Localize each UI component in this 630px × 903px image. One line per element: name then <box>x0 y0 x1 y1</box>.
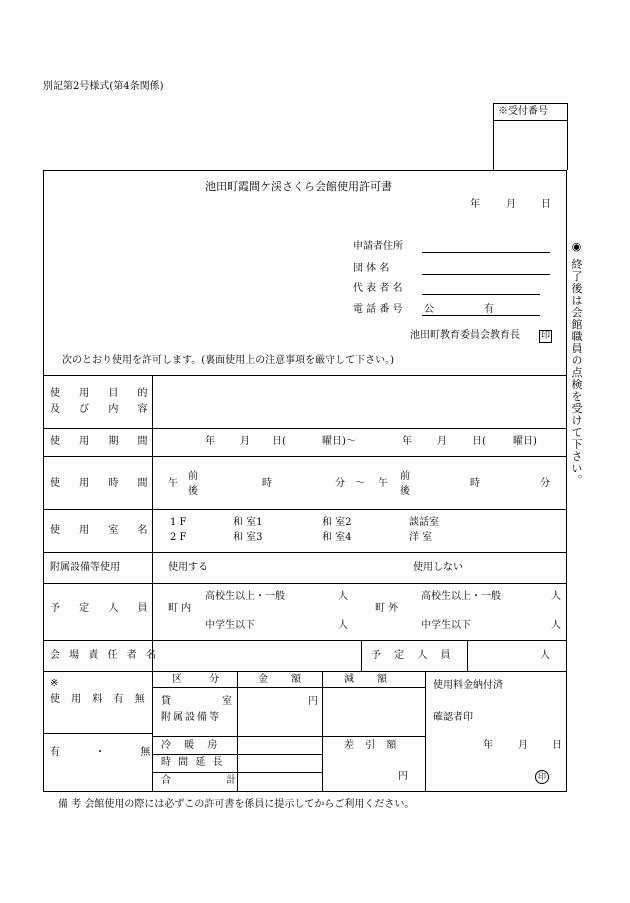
period-label: 使 用 期 間 <box>50 436 156 447</box>
equipment-nouse[interactable]: 使用しない <box>413 562 463 573</box>
time-hour-1: 時 <box>262 478 272 489</box>
period-d1: 日( <box>272 436 286 447</box>
fee-yen-2: 円 <box>398 771 408 782</box>
period-m1: 月 <box>240 436 250 447</box>
time-min-2: 分 <box>540 478 550 489</box>
fee-rental-b: 室 <box>222 696 232 707</box>
time-min-1: 分 <box>335 478 345 489</box>
title: 池田町霞間ケ渓さくら会館使用許可書 <box>205 180 392 193</box>
phone-field[interactable] <box>422 315 540 316</box>
period-w1: 曜日)～ <box>322 436 356 447</box>
group-field[interactable] <box>422 274 550 275</box>
phone-public: 公 <box>424 304 434 315</box>
planned-count-label: 予 定 人 員 <box>371 650 456 661</box>
period-y2: 年 <box>402 436 412 447</box>
fee-total: 合 計 <box>161 775 263 786</box>
fee-balance: 差 引 額 <box>344 740 401 751</box>
col-reduce: 減 額 <box>344 674 398 685</box>
fee-label: 使 用 料 有 無 <box>50 694 149 705</box>
time-hour-2: 時 <box>470 478 480 489</box>
fee-equipment: 附属設備等 <box>161 712 221 723</box>
room-label: 使 用 室 名 <box>50 525 156 536</box>
period-w2: 曜日) <box>513 436 537 447</box>
in-high-person: 人 <box>338 591 348 602</box>
confirm-seal: 印 <box>535 770 549 784</box>
phone-label: 電 話 番 号 <box>353 304 403 315</box>
equipment-label: 附属設備等使用 <box>50 562 120 573</box>
out-junior-person: 人 <box>551 620 561 631</box>
date-day: 日 <box>541 199 551 210</box>
in-junior: 中学生以下 <box>205 620 255 631</box>
rep-label: 代 表 者 名 <box>353 283 403 294</box>
time-label: 使 用 時 間 <box>50 478 156 489</box>
room-western[interactable]: 洋 室 <box>409 532 433 543</box>
fee-yen-1: 円 <box>308 696 318 707</box>
issuer-seal: 印 <box>540 331 550 341</box>
fee-paid: 使用料金納付済 <box>433 680 503 691</box>
fee-date-year: 年 <box>483 740 493 751</box>
fee-date-month: 月 <box>518 740 528 751</box>
col-amount: 金 額 <box>258 674 312 685</box>
time-ae-2: 前 <box>400 471 410 482</box>
period-m2: 月 <box>437 436 447 447</box>
fee-confirm: 確認者印 <box>433 712 473 723</box>
issuer: 池田町教育委員会教育長 <box>410 330 520 341</box>
remark: 備 考 会館使用の際には必ずこの許可書を係員に提示してからご利用ください。 <box>58 799 415 810</box>
room-talk[interactable]: 談話室 <box>409 517 439 528</box>
group-label: 団 体 名 <box>353 263 390 274</box>
side-note: ◉ 終了後は会館職員の点検を受けて下さい。 <box>570 240 583 487</box>
room-washitsu-4[interactable]: 和 室4 <box>322 532 352 543</box>
purpose-label-1: 使 用 目 的 <box>50 388 156 399</box>
floor-2: 2 F <box>170 532 187 543</box>
form-id: 別記第2号様式(第4条関係) <box>43 81 164 92</box>
room-washitsu-2[interactable]: 和 室2 <box>322 517 352 528</box>
time-gozen-2: 午 <box>378 478 388 489</box>
time-ae-1: 前 <box>188 471 198 482</box>
town-out: 町 外 <box>375 603 399 614</box>
fee-yes-no[interactable]: 有 ・ 無 <box>50 747 167 758</box>
permission-text: 次のとおり使用を許可します。(裏面使用上の注意事項を厳守して下さい。) <box>62 355 395 366</box>
address-label: 申請者住所 <box>353 241 403 252</box>
date-year: 年 <box>470 199 480 210</box>
fee-extension: 時 間 延 長 <box>161 757 225 768</box>
fee-rental-a: 貸 <box>161 696 171 707</box>
equipment-use[interactable]: 使用する <box>168 562 208 573</box>
purpose-label-2: 及 び 内 容 <box>50 404 156 415</box>
phone-private: 有 <box>484 304 494 315</box>
address-field[interactable] <box>422 252 550 253</box>
col-division: 区 分 <box>172 674 232 685</box>
room-washitsu-3[interactable]: 和 室3 <box>233 532 263 543</box>
fee-note-mark: ※ <box>50 678 59 689</box>
time-go-2: 後 <box>400 486 410 497</box>
period-y1: 年 <box>205 436 215 447</box>
in-junior-person: 人 <box>338 620 348 631</box>
in-high-general: 高校生以上・一般 <box>205 591 285 602</box>
floor-1: 1 F <box>170 517 187 528</box>
town-in: 町 内 <box>168 603 192 614</box>
planned-count-person: 人 <box>540 650 550 661</box>
fee-date-day: 日 <box>552 740 562 751</box>
time-tilde: ～ <box>355 478 365 489</box>
fee-heating: 冷 暖 房 <box>161 740 223 751</box>
planned-label: 予 定 人 員 <box>50 603 156 614</box>
out-junior: 中学生以下 <box>421 620 471 631</box>
date-month: 月 <box>506 199 516 210</box>
manager-label: 会 場 責 任 者 名 <box>50 650 159 661</box>
out-high-person: 人 <box>551 591 561 602</box>
time-go-1: 後 <box>188 486 198 497</box>
room-washitsu-1[interactable]: 和 室1 <box>233 517 263 528</box>
time-gozen-1: 午 <box>168 478 178 489</box>
reception-number-label: ※受付番号 <box>498 106 548 117</box>
rep-field[interactable] <box>422 294 540 295</box>
out-high-general: 高校生以上・一般 <box>421 591 501 602</box>
period-d2: 日( <box>472 436 486 447</box>
